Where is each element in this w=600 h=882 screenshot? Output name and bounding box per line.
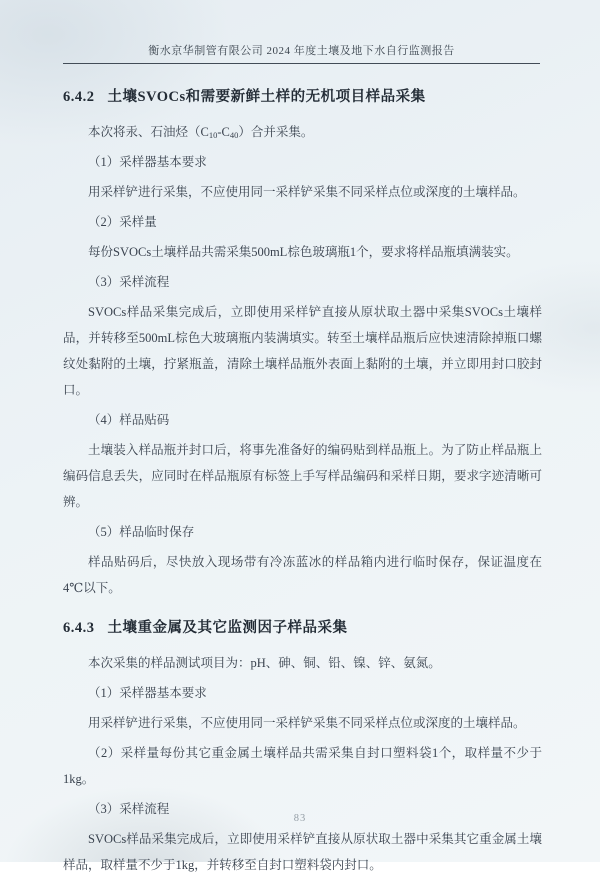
chemical-subscript: 10	[208, 130, 218, 140]
list-item-5: （5）样品临时保存	[88, 525, 195, 539]
paragraph: 土壤装入样品瓶并封口后，将事先准备好的编码贴到样品瓶上。为了防止样品瓶上编码信息丢失，应同时在样品瓶原有标签上手写样品编码和采样日期，要求字迹清晰可辨。	[63, 443, 542, 509]
list-item-2: （2）采样量每份其它重金属土壤样品共需采集自封口塑料袋1个，取样量不少于1kg。	[63, 746, 542, 786]
intro-text-pre: 本次将汞、石油烃（C	[88, 125, 209, 139]
section-642	[63, 86, 542, 601]
paragraph: SVOCs样品采集完成后，立即使用采样铲直接从原状取土器中采集SVOCs土壤样品，并转移至500mL棕色大玻璃瓶内装满填实。转至土壤样品瓶后应快速清除掉瓶口螺纹处黏附的土壤，拧紧瓶盖，清除土壤样品瓶外表面上黏附的土壤，并立即用封口胶封口。	[63, 305, 542, 397]
page-header	[63, 42, 540, 64]
list-item-3: （3）采样流程	[88, 802, 170, 816]
intro-text-post: ）合并采集。	[238, 125, 314, 139]
list-item-2: （2）采样量	[88, 215, 157, 229]
section-title: 土壤SVOCs和需要新鲜土样的无机项目样品采集	[107, 89, 426, 105]
chemical-subscript: 40	[229, 130, 239, 140]
page-number: 83	[293, 813, 307, 824]
list-item-4: （4）样品贴码	[88, 413, 170, 427]
section-number: 6.4.2	[63, 89, 95, 105]
list-item-1: （1）采样器基本要求	[88, 155, 207, 169]
list-item-1: （1）采样器基本要求	[88, 686, 207, 700]
paragraph-intro	[63, 119, 542, 145]
page-content	[63, 86, 542, 882]
paragraph: 样品贴码后，尽快放入现场带有冷冻蓝冰的样品箱内进行临时保存，保证温度在4℃以下。	[63, 555, 542, 595]
report-title: 衡水京华制管有限公司 2024 年度土壤及地下水自行监测报告	[148, 45, 455, 57]
paragraph: 用采样铲进行采集，不应使用同一采样铲采集不同采样点位或深度的土壤样品。	[88, 185, 526, 199]
section-643	[63, 617, 542, 878]
list-item-3: （3）采样流程	[88, 275, 170, 289]
section-heading-643	[63, 617, 542, 639]
paragraph: 每份SVOCs土壤样品共需采集500mL棕色玻璃瓶1个，要求将样品瓶填满装实。	[88, 245, 519, 259]
intro-text-dash: -C	[217, 125, 230, 139]
section-number: 6.4.3	[63, 620, 95, 636]
paragraph: 本次采集的样品测试项目为：pH、砷、铜、铅、镍、锌、氨氮。	[88, 656, 441, 670]
section-heading-642	[63, 86, 542, 108]
paragraph: 用采样铲进行采集，不应使用同一采样铲采集不同采样点位或深度的土壤样品。	[88, 716, 526, 730]
paragraph: SVOCs样品采集完成后，立即使用采样铲直接从原状取土器中采集其它重金属土壤样品，取样量不少于1kg，并转移至自封口塑料袋内封口。	[63, 832, 542, 872]
section-title: 土壤重金属及其它监测因子样品采集	[107, 620, 348, 636]
